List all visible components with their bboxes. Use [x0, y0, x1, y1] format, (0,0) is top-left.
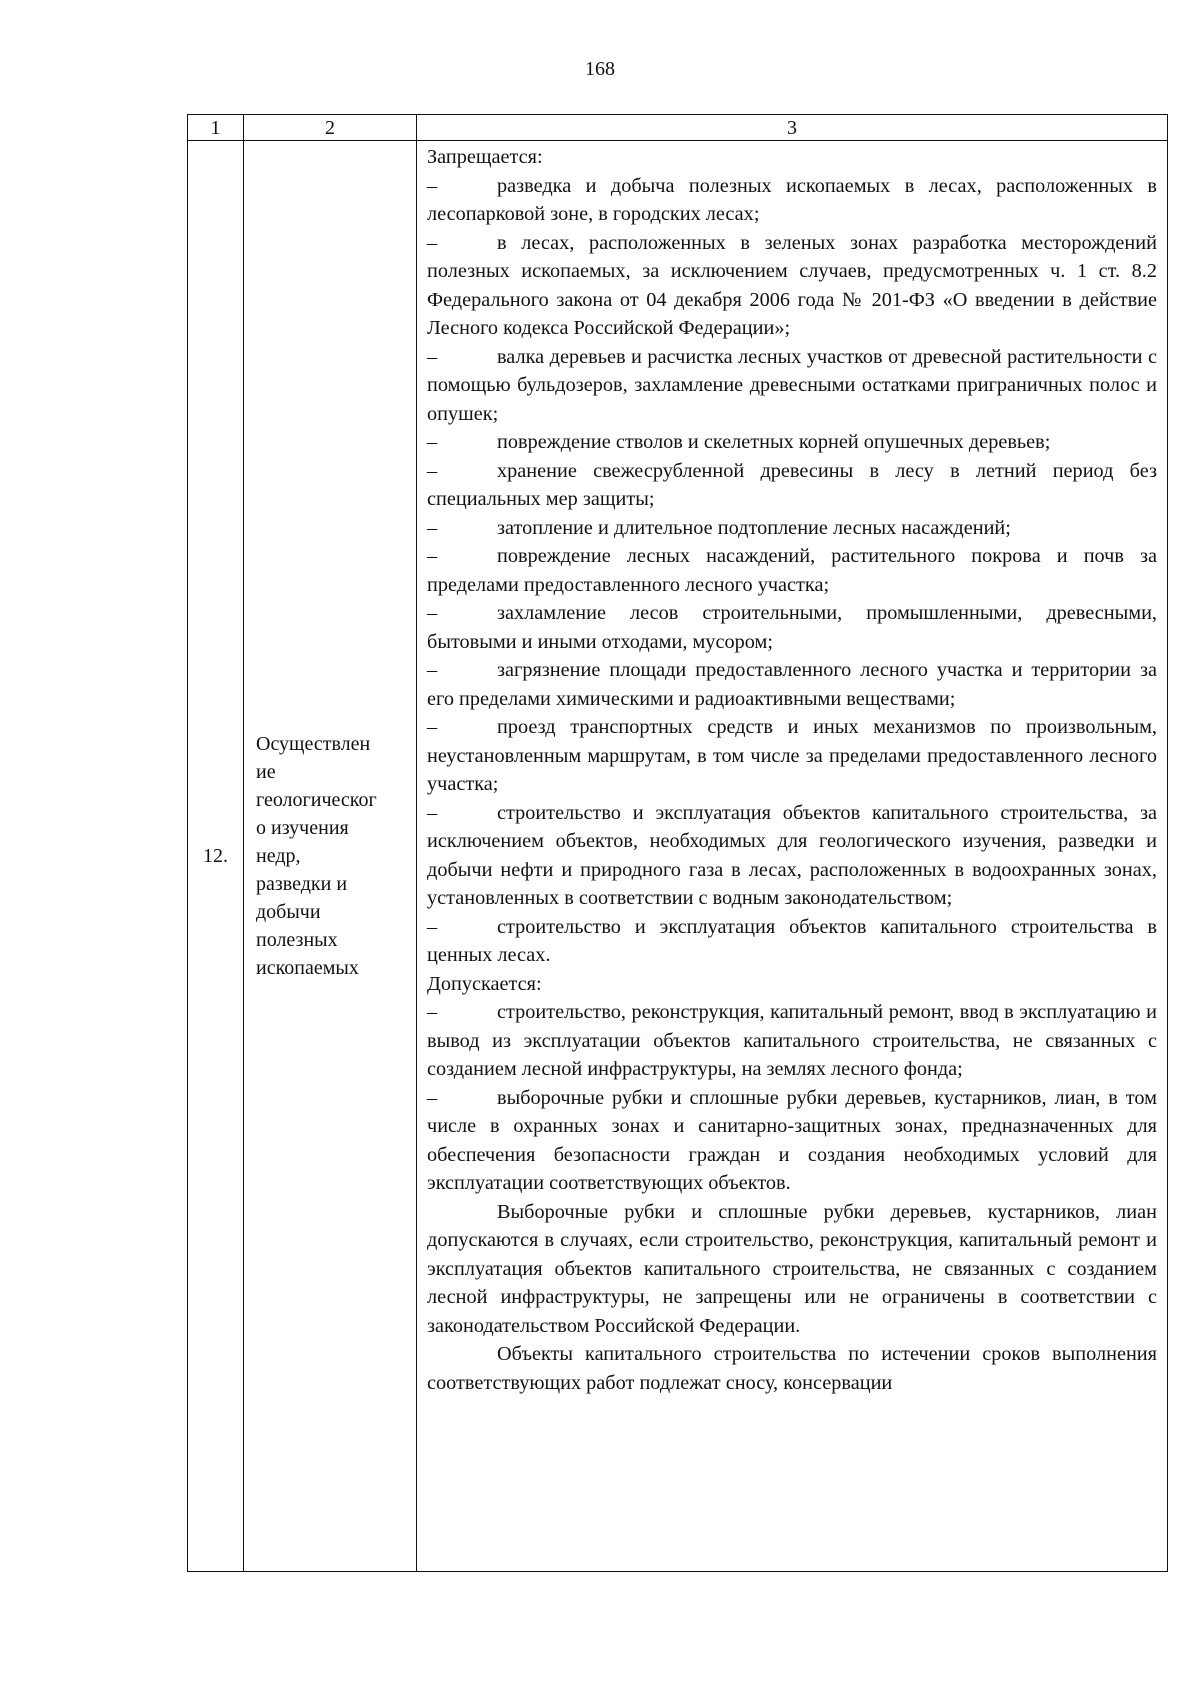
list-item: [427, 457, 1157, 514]
list-item-text: загрязнение площади предоставленного лесного участка и территории за его пределами химическими и радиоактивными веществами;: [427, 659, 1157, 710]
header-col-3: 3: [417, 115, 1168, 141]
dash-marker: –: [427, 602, 438, 624]
regulation-table: [187, 114, 1168, 1572]
activity-name-line: ископаемых: [256, 957, 359, 979]
dash-marker: –: [427, 915, 438, 938]
paragraph: Выборочные рубки и сплошные рубки деревьев, кустарников, лиан допускаются в случаях, если строительство, реконструкция, капитальный ремонт и эксплуатация объектов капитального строительства, не связанных с созданием лесной инфраструктуры, не запрещены или не ограничены в соответствии с законодательством Российской Федерации.: [427, 1200, 1157, 1337]
list-item: [427, 428, 1157, 457]
list-item: [427, 514, 1157, 543]
prohibited-list: [427, 172, 1157, 970]
list-item-text: повреждение стволов и скелетных корней опушечных деревьев;: [497, 431, 1051, 453]
list-item-text: в лесах, расположенных в зеленых зонах разработка месторождений полезных ископаемых, за исключением случаев, предусмотренных ч. 1 ст. 8.2 Федерального закона от 04 декабря 2006 года № 201-ФЗ «О введении в действие Лесного кодекса Российской Федерации»;: [427, 231, 1157, 339]
header-col-2: 2: [244, 115, 417, 141]
list-item-text: строительство и эксплуатация объектов капитального строительства, за исключением объектов, необходимых для геологического изучения, разведки и добычи нефти и природного газа в лесах, расположенных в водоохранных зонах, установленных в соответствии с водным законодательством;: [427, 801, 1157, 909]
activity-name-line: о изучения: [256, 817, 349, 839]
dash-marker: –: [427, 345, 438, 368]
activity-name: [244, 141, 417, 1572]
list-item-text: выборочные рубки и сплошные рубки деревьев, кустарников, лиан, в том числе в охранных зонах и санитарно-защитных зонах, предназначенных для обеспечения безопасности граждан и создания необходимых условий для эксплуатации соответствующих объектов.: [427, 1086, 1157, 1194]
dash-marker: –: [427, 516, 438, 539]
list-item: [427, 1084, 1157, 1198]
row-number: 12.: [188, 141, 244, 1572]
regulation-content: [417, 141, 1168, 1572]
allowed-heading: Допускается:: [427, 972, 542, 995]
dash-marker: –: [427, 431, 438, 453]
dash-marker: –: [427, 459, 438, 482]
list-item: [427, 172, 1157, 229]
dash-marker: –: [427, 659, 438, 681]
list-item: [427, 799, 1157, 913]
list-item: [427, 229, 1157, 343]
allowed-list: [427, 998, 1157, 1198]
activity-name-line: Осуществлен: [256, 733, 371, 755]
dash-marker: –: [427, 716, 438, 738]
list-item: [427, 542, 1157, 599]
dash-marker: –: [427, 801, 438, 824]
dash-marker: –: [427, 545, 438, 567]
dash-marker: –: [427, 174, 438, 197]
table-row: [188, 141, 1168, 1572]
activity-name-line: ие: [256, 761, 276, 783]
list-item-text: хранение свежесрубленной древесины в лесу в летний период без специальных мер защиты;: [427, 459, 1157, 510]
list-item-text: затопление и длительное подтопление лесных насаждений;: [497, 516, 1011, 539]
list-item: [427, 656, 1157, 713]
list-item: [427, 713, 1157, 799]
list-item-text: строительство и эксплуатация объектов капитального строительства в ценных лесах.: [427, 915, 1157, 966]
dash-marker: –: [427, 1001, 438, 1023]
list-item-text: валка деревьев и расчистка лесных участков от древесной растительности с помощью бульдозеров, захламление древесными остатками приграничных полос и опушек;: [427, 345, 1157, 425]
activity-name-line: недр,: [256, 845, 301, 867]
list-item-text: проезд транспортных средств и иных механизмов по произвольным, неустановленным маршрутам, в том числе за пределами предоставленного лесного участка;: [427, 716, 1157, 795]
activity-name-line: разведки и: [256, 873, 348, 895]
activity-name-line: геологическог: [256, 789, 377, 811]
dash-marker: –: [427, 1086, 438, 1109]
prohibited-heading: Запрещается:: [427, 146, 543, 168]
list-item-text: разведка и добыча полезных ископаемых в лесах, расположенных в лесопарковой зоне, в городских лесах;: [427, 174, 1157, 225]
paragraph: Объекты капитального строительства по истечении сроков выполнения соответствующих работ подлежат сносу, консервации: [427, 1343, 1157, 1394]
page-number: 168: [585, 58, 615, 80]
list-item: [427, 998, 1157, 1084]
list-item: [427, 599, 1157, 656]
header-col-1: 1: [188, 115, 244, 141]
activity-name-line: полезных: [256, 929, 338, 951]
list-item-text: повреждение лесных насаждений, растительного покрова и почв за пределами предоставленного лесного участка;: [427, 545, 1157, 596]
list-item: [427, 913, 1157, 970]
list-item-text: захламление лесов строительными, промышленными, древесными, бытовыми и иными отходами, мусором;: [427, 602, 1157, 653]
list-item: [427, 343, 1157, 429]
activity-name-line: добычи: [256, 901, 321, 923]
table-header-row: [188, 115, 1168, 141]
list-item-text: строительство, реконструкция, капитальный ремонт, ввод в эксплуатацию и вывод из эксплуатации объектов капитального строительства, не связанных с созданием лесной инфраструктуры, на землях лесного фонда;: [427, 1001, 1157, 1080]
dash-marker: –: [427, 231, 438, 254]
